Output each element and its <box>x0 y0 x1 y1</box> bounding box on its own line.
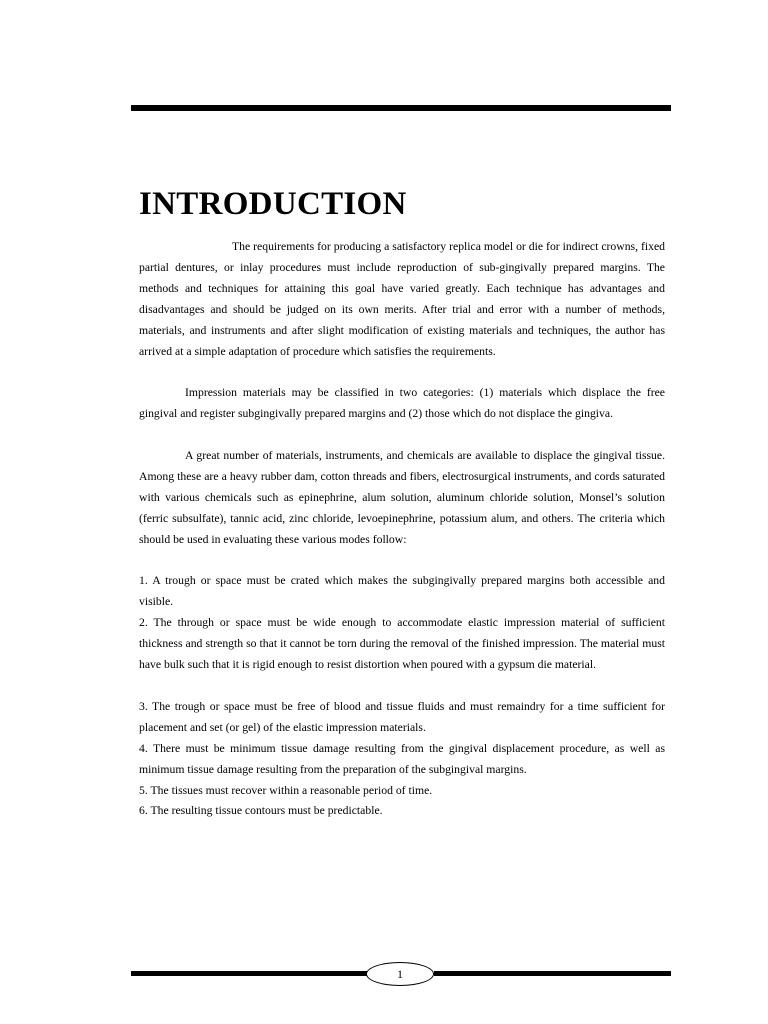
page-number-badge <box>366 962 434 986</box>
criteria-item-2: 2. The through or space must be wide enough to accommodate elastic impression material of sufficient thickness and strength so that it cannot be torn during the removal of the finished impression. The material must have bulk such that it is rigid enough to resist distortion when poured with a gypsum die material. <box>139 616 665 672</box>
criteria-item-5: 5. The tissues must recover within a reasonable period of time. <box>139 783 433 797</box>
criteria-item-1: 1. A trough or space must be crated which makes the subgingivally prepared margins both accessible and visible. <box>139 574 665 609</box>
footer-rule-left <box>131 971 367 976</box>
page-number: 1 <box>397 966 403 981</box>
paragraph-gap <box>139 676 665 697</box>
paragraph-gap <box>139 362 665 383</box>
paragraph-classification: Impression materials may be classified in two categories: (1) materials which displace the free gingival and register subgingivally prepared margins and (2) those which do not displace the gingiva. <box>139 386 665 421</box>
paragraph-gap <box>139 551 665 572</box>
paragraph-intro: The requirements for producing a satisfactory replica model or die for indirect crowns, fixed partial dentures, or inlay procedures must include reproduction of sub-gingivally prepared margins. The methods and techniques for attaining this goal have varied greatly. Each technique has advantages and disadvantages and should be judged on its own merits. After trial and error with a number of methods, materials, and instruments and after slight modification of existing materials and techniques, the author has arrived at a simple adaptation of procedure which satisfies the requirements. <box>139 240 665 358</box>
page-title: INTRODUCTION <box>139 186 407 222</box>
document-body <box>139 237 665 822</box>
paragraph-gap <box>139 425 665 446</box>
footer-rule-right <box>434 971 671 976</box>
criteria-item-4: 4. There must be minimum tissue damage resulting from the gingival displacement procedure, as well as minimum tissue damage resulting from the preparation of the subgingival margins. <box>139 741 665 776</box>
criteria-item-3: 3. The trough or space must be free of blood and tissue fluids and must remaindry for a time sufficient for placement and set (or gel) of the elastic impression materials. <box>139 699 665 734</box>
header-rule <box>131 105 671 111</box>
criteria-item-6: 6. The resulting tissue contours must be predictable. <box>139 804 383 818</box>
paragraph-materials: A great number of materials, instruments, and chemicals are available to displace the gingival tissue. Among these are a heavy rubber dam, cotton threads and fibers, electrosurgical instruments, and cords saturated with various chemicals such as epinephrine, alum solution, aluminum chloride solution, Monsel’s solution (ferric subsulfate), tannic acid, zinc chloride, levoepinephrine, potassium alum, and others. The criteria which should be used in evaluating these various modes follow: <box>139 449 665 546</box>
